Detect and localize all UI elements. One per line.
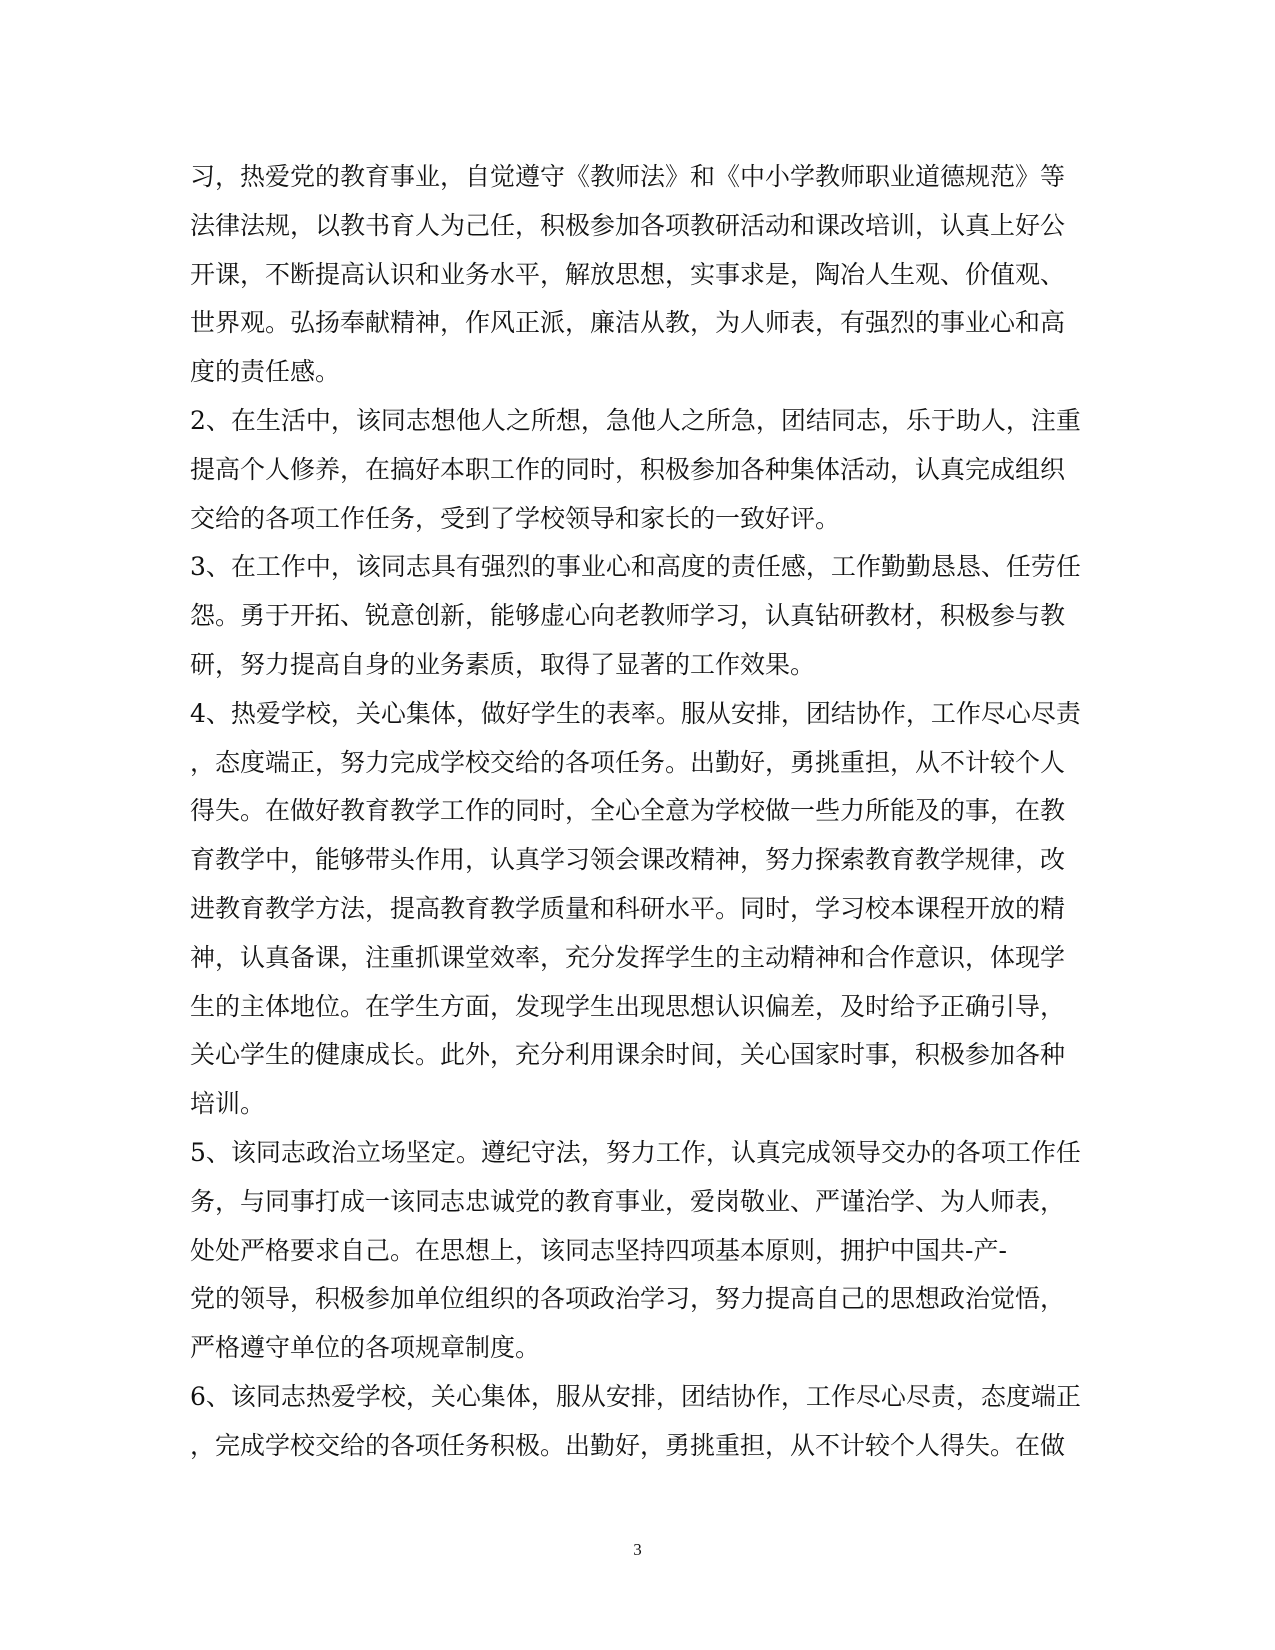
text-line: 度的责任感。 xyxy=(190,357,341,387)
text-line: 党的领导，积极参加单位组织的各项政治学习，努力提高自己的思想政治觉悟， xyxy=(190,1284,1066,1314)
text-line: 世界观。弘扬奉献精神，作风正派，廉洁从教，为人师表，有强烈的事业心和高 xyxy=(190,308,1066,338)
text-line: 关心学生的健康成长。此外，充分利用课余时间，关心国家时事，积极参加各种 xyxy=(190,1040,1066,1070)
page-number: 3 xyxy=(633,1540,642,1559)
text-line: 得失。在做好教育教学工作的同时，全心全意为学校做一些力所能及的事，在教 xyxy=(190,796,1066,826)
text-line: 研，努力提高自身的业务素质，取得了显著的工作效果。 xyxy=(190,649,816,679)
body-text xyxy=(190,153,1090,1471)
text-line: 5、该同志政治立场坚定。遵纪守法，努力工作，认真完成领导交办的各项工作任 xyxy=(190,1137,1081,1167)
text-line: 2、在生活中，该同志想他人之所想，急他人之所急，团结同志，乐于助人，注重 xyxy=(190,405,1081,435)
text-line: 提高个人修养，在搞好本职工作的同时，积极参加各种集体活动，认真完成组织 xyxy=(190,454,1066,484)
text-line: 严格遵守单位的各项规章制度。 xyxy=(190,1333,541,1363)
text-line: 开课，不断提高认识和业务水平，解放思想，实事求是，陶冶人生观、价值观、 xyxy=(190,259,1066,289)
text-line: 务，与同事打成一该同志忠诚党的教育事业，爱岗敬业、严谨治学、为人师表， xyxy=(190,1186,1066,1216)
text-line: 神，认真备课，注重抓课堂效率，充分发挥学生的主动精神和合作意识，体现学 xyxy=(190,942,1066,972)
text-line: 习，热爱党的教育事业，自觉遵守《教师法》和《中小学教师职业道德规范》等 xyxy=(190,162,1066,191)
text-line: 生的主体地位。在学生方面，发现学生出现思想认识偏差，及时给予正确引导， xyxy=(190,991,1066,1021)
text-line: 3、在工作中，该同志具有强烈的事业心和高度的责任感，工作勤勤恳恳、任劳任 xyxy=(190,552,1081,582)
text-line: 进教育教学方法，提高教育教学质量和科研水平。同时，学习校本课程开放的精 xyxy=(190,893,1066,923)
text-line: 培训。 xyxy=(190,1089,266,1119)
text-line: 交给的各项工作任务，受到了学校领导和家长的一致好评。 xyxy=(190,503,841,533)
text-line: 4、热爱学校，关心集体，做好学生的表率。服从安排，团结协作，工作尽心尽责 xyxy=(190,698,1081,728)
text-line: 6、该同志热爱学校，关心集体，服从安排，团结协作，工作尽心尽责，态度端正 xyxy=(190,1381,1081,1411)
text-line: 怨。勇于开拓、锐意创新，能够虚心向老教师学习，认真钻研教材，积极参与教 xyxy=(190,601,1066,631)
text-line: ，态度端正，努力完成学校交给的各项任务。出勤好，勇挑重担，从不计较个人 xyxy=(190,747,1066,777)
text-line: 育教学中，能够带头作用，认真学习领会课改精神，努力探索教育教学规律，改 xyxy=(190,845,1066,875)
text-line: ，完成学校交给的各项任务积极。出勤好，勇挑重担，从不计较个人得失。在做 xyxy=(190,1430,1066,1460)
text-line: 法律法规，以教书育人为己任，积极参加各项教研活动和课改培训，认真上好公 xyxy=(190,210,1066,240)
text-line: 处处严格要求自己。在思想上，该同志坚持四项基本原则，拥护中国共-产- xyxy=(190,1235,1007,1265)
